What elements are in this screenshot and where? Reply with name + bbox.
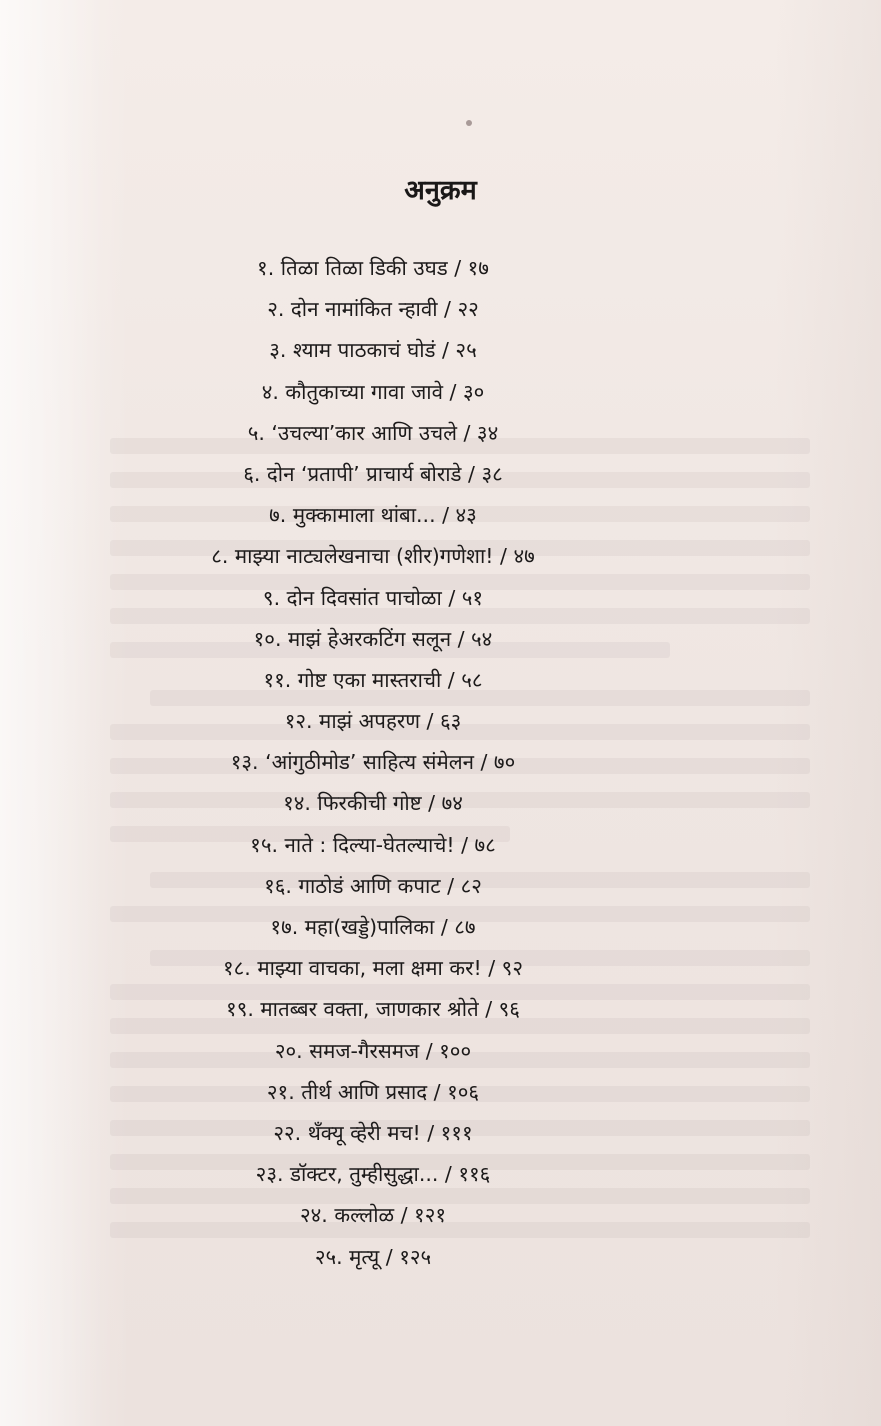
toc-entry: ९. दोन दिवसांत पाचोळा / ५१	[262, 585, 484, 610]
toc-entry: ७. मुक्कामाला थांबा... / ४३	[269, 503, 477, 528]
toc-entry: २१. तीर्थ आणि प्रसाद / १०६	[266, 1079, 480, 1104]
paper-speck	[466, 120, 472, 126]
toc-entry: ३. श्याम पाठकाचं घोडं / २५	[269, 338, 477, 363]
toc-entry: १९. मातब्बर वक्ता, जाणकार श्रोते / ९६	[226, 997, 520, 1022]
toc-entry: ११. गोष्ट एका मास्तराची / ५८	[263, 667, 483, 692]
toc-entry: १३. ‘आंगुठीमोड’ साहित्य संमेलन / ७०	[230, 750, 516, 775]
toc-entry: १५. नाते : दिल्या-घेतल्याचे! / ७८	[250, 832, 496, 857]
toc-entry: १७. महा(खड्डे)पालिका / ८७	[270, 915, 476, 939]
toc-entry: २५. मृत्यू / १२५	[314, 1244, 432, 1269]
toc-entry: १६. गाठोडं आणि कपाट / ८२	[264, 873, 482, 898]
table-of-contents	[0, 248, 746, 1278]
toc-entry: ८. माझ्या नाट्यलेखनाचा (शीर)गणेशा! / ४७	[211, 544, 535, 569]
toc-entry: १. तिळा तिळा डिकी उघड / १७	[257, 256, 489, 280]
toc-entry: १२. माझं अपहरण / ६३	[284, 709, 462, 734]
toc-entry: २२. थँक्यू व्हेरी मच! / १११	[273, 1120, 473, 1145]
toc-entry: ६. दोन ‘प्रतापी’ प्राचार्य बोराडे / ३८	[243, 461, 503, 486]
toc-entry: १०. माझं हेअरकटिंग सलून / ५४	[253, 626, 493, 651]
toc-entry: २. दोन नामांकित न्हावी / २२	[267, 297, 479, 322]
toc-entry: १८. माझ्या वाचका, मला क्षमा कर! / ९२	[222, 956, 523, 981]
toc-entry: ४. कौतुकाच्या गावा जावे / ३०	[261, 379, 485, 404]
toc-entry: ५. ‘उचल्या’कार आणि उचले / ३४	[247, 420, 499, 445]
toc-entry: १४. फिरकीची गोष्ट / ७४	[283, 791, 463, 816]
toc-entry: २३. डॉक्टर, तुम्हीसुद्धा... / ११६	[255, 1162, 491, 1187]
toc-entry: २४. कल्लोळ / १२१	[299, 1203, 447, 1228]
toc-entry: २०. समज-गैरसमज / १००	[274, 1038, 472, 1063]
page-title: अनुक्रम	[404, 175, 477, 206]
